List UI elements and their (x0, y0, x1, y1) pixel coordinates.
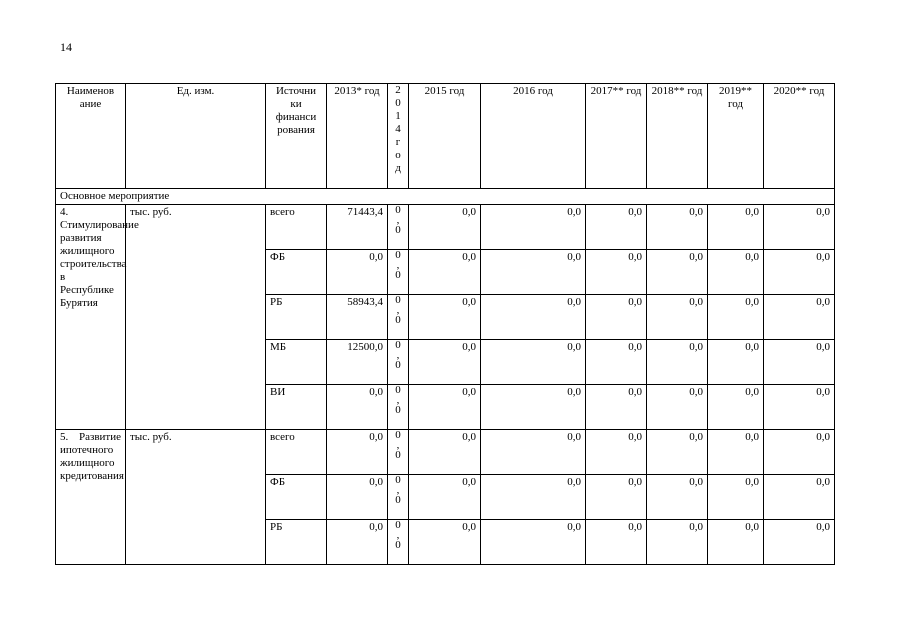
value-2013: 12500,0 (327, 340, 388, 385)
header-2020: 2020** год (764, 84, 835, 189)
value-2015: 0,0 (409, 340, 481, 385)
header-2019: 2019** год (708, 84, 764, 189)
value-2016: 0,0 (481, 475, 586, 520)
header-2017: 2017** год (586, 84, 647, 189)
value-2020: 0,0 (764, 340, 835, 385)
value-2014: 0 , 0 (388, 295, 409, 340)
header-2018: 2018** год (647, 84, 708, 189)
value-2018: 0,0 (647, 385, 708, 430)
header-source: Источни ки финанси рования (266, 84, 327, 189)
value-2017: 0,0 (586, 520, 647, 565)
value-2014: 0 , 0 (388, 250, 409, 295)
table-row (56, 205, 835, 250)
value-2017: 0,0 (586, 475, 647, 520)
value-2019: 0,0 (708, 430, 764, 475)
value-2020: 0,0 (764, 385, 835, 430)
value-2020: 0,0 (764, 295, 835, 340)
value-2015: 0,0 (409, 475, 481, 520)
value-2018: 0,0 (647, 295, 708, 340)
funding-source: РБ (266, 295, 327, 340)
measure-name: 5. Развитие ипотечного жилищного кредитования (56, 430, 126, 565)
value-2018: 0,0 (647, 475, 708, 520)
value-2015: 0,0 (409, 385, 481, 430)
value-2013: 0,0 (327, 475, 388, 520)
value-2019: 0,0 (708, 340, 764, 385)
value-2019: 0,0 (708, 385, 764, 430)
funding-source: всего (266, 205, 327, 250)
value-2016: 0,0 (481, 340, 586, 385)
section-title: Основное мероприятие (56, 189, 835, 205)
budget-table (55, 83, 835, 565)
value-2020: 0,0 (764, 430, 835, 475)
header-2014-text: 2 0 1 4 г о д (395, 84, 401, 174)
value-2019: 0,0 (708, 205, 764, 250)
header-2016: 2016 год (481, 84, 586, 189)
header-2014 (388, 84, 409, 189)
value-2018: 0,0 (647, 520, 708, 565)
value-2014: 0 , 0 (388, 340, 409, 385)
value-2014: 0 , 0 (388, 430, 409, 475)
value-2013: 0,0 (327, 250, 388, 295)
value-2014: 0 , 0 (388, 520, 409, 565)
value-2014: 0 , 0 (388, 385, 409, 430)
value-2016: 0,0 (481, 295, 586, 340)
value-2015: 0,0 (409, 430, 481, 475)
header-unit: Ед. изм. (126, 84, 266, 189)
value-2019: 0,0 (708, 475, 764, 520)
value-2016: 0,0 (481, 205, 586, 250)
value-2013: 71443,4 (327, 205, 388, 250)
funding-source: всего (266, 430, 327, 475)
value-2017: 0,0 (586, 385, 647, 430)
value-2017: 0,0 (586, 250, 647, 295)
page-number: 14 (60, 40, 72, 54)
value-2016: 0,0 (481, 430, 586, 475)
value-2013: 58943,4 (327, 295, 388, 340)
value-2019: 0,0 (708, 520, 764, 565)
value-2019: 0,0 (708, 295, 764, 340)
header-name: Наименов ание (56, 84, 126, 189)
value-2017: 0,0 (586, 205, 647, 250)
value-2018: 0,0 (647, 340, 708, 385)
value-2016: 0,0 (481, 520, 586, 565)
value-2020: 0,0 (764, 475, 835, 520)
value-2020: 0,0 (764, 520, 835, 565)
funding-source: ФБ (266, 475, 327, 520)
value-2015: 0,0 (409, 250, 481, 295)
value-2020: 0,0 (764, 250, 835, 295)
measure-name: 4. Стимулирование развития жилищного строительства в Республике Бурятия (56, 205, 126, 430)
funding-source: РБ (266, 520, 327, 565)
value-2018: 0,0 (647, 205, 708, 250)
header-2015: 2015 год (409, 84, 481, 189)
value-2016: 0,0 (481, 385, 586, 430)
value-2013: 0,0 (327, 520, 388, 565)
table-row (56, 430, 835, 475)
value-2019: 0,0 (708, 250, 764, 295)
value-2017: 0,0 (586, 295, 647, 340)
value-2013: 0,0 (327, 430, 388, 475)
header-2013: 2013* год (327, 84, 388, 189)
value-2016: 0,0 (481, 250, 586, 295)
measure-unit: тыс. руб. (126, 430, 266, 565)
value-2015: 0,0 (409, 295, 481, 340)
value-2017: 0,0 (586, 430, 647, 475)
funding-source: МБ (266, 340, 327, 385)
funding-source: ВИ (266, 385, 327, 430)
header-row (56, 84, 835, 189)
value-2014: 0 , 0 (388, 475, 409, 520)
value-2020: 0,0 (764, 205, 835, 250)
value-2018: 0,0 (647, 430, 708, 475)
measure-unit: тыс. руб. (126, 205, 266, 430)
value-2014: 0 , 0 (388, 205, 409, 250)
funding-source: ФБ (266, 250, 327, 295)
section-row (56, 189, 835, 205)
value-2017: 0,0 (586, 340, 647, 385)
value-2015: 0,0 (409, 205, 481, 250)
value-2013: 0,0 (327, 385, 388, 430)
value-2018: 0,0 (647, 250, 708, 295)
value-2015: 0,0 (409, 520, 481, 565)
